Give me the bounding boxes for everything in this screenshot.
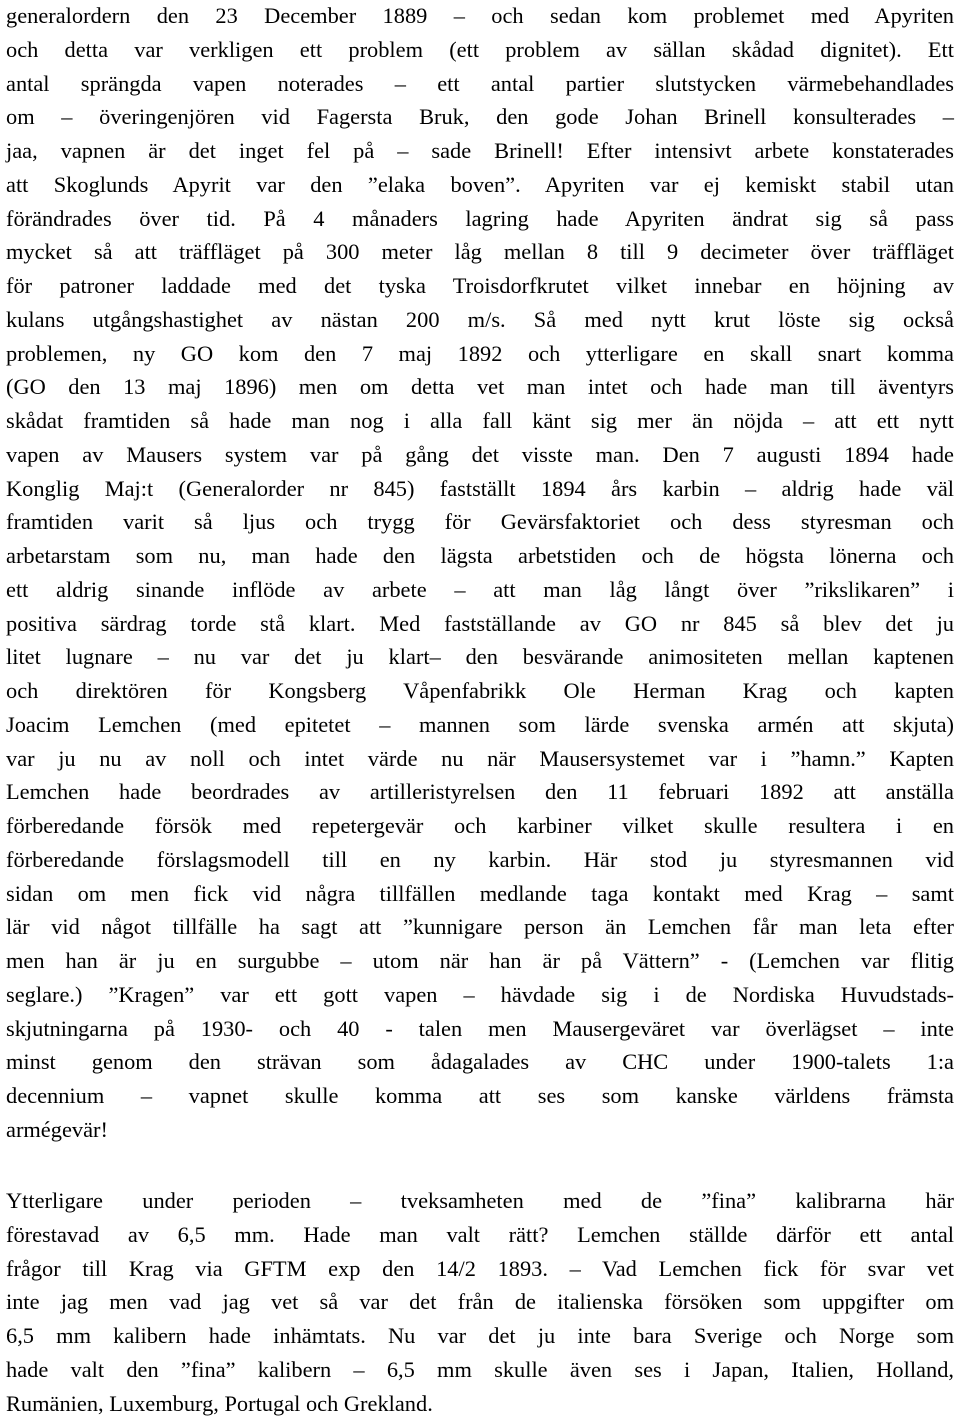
text-line: frågor till Krag via GFTM exp den 14/2 1893. – Vad Lemchen fick för svar vet [6, 1255, 954, 1281]
text-line: skjutningarna på 1930- och 40 - talen men Mausergeväret var överlägset – inte [6, 1015, 954, 1041]
text-line: Joacim Lemchen (med epitetet – mannen som lärde svenska armén att skjuta) [6, 711, 954, 737]
text-line: inte jag men vad jag vet så var det från de italienska försöken som uppgifter om [6, 1289, 954, 1315]
text-line: antal sprängda vapen noterades – ett antal partier slutstycken värmebehandlades [6, 70, 954, 96]
text-line: litet lugnare – nu var det ju klart– den besvärande animositeten mellan kaptenen [6, 644, 954, 670]
paragraph-main [6, 0, 960, 1147]
text-line: vapen av Mausers system var på gång det visste man. Den 7 augusti 1894 hade [6, 441, 954, 467]
text-line: Ytterligare under perioden – tveksamheten med de ”fina” kalibrarna här [6, 1188, 954, 1213]
text-line: minst genom den strävan som ådagalades av CHC under 1900-talets 1:a [6, 1049, 954, 1075]
text-line: arbetarstam som nu, man hade den lägsta arbetstiden och de högsta lönerna och [6, 543, 954, 568]
text-line: var ju nu av noll och intet värde nu när Mausersystemet var i ”hamn.” Kapten [6, 745, 954, 771]
text-line: lär vid något tillfälle ha sagt att ”kunnigare person än Lemchen får man leta efter [6, 914, 954, 940]
text-line: Rumänien, Luxemburg, Portugal och Grekland. [6, 1390, 433, 1416]
text-line: generalordern den 23 December 1889 – och sedan kom problemet med Apyriten [6, 3, 954, 28]
text-line: förestavad av 6,5 mm. Hade man valt rätt? Lemchen ställde därför ett antal [6, 1221, 954, 1247]
text-line: förändrades över tid. På 4 månaders lagring hade Apyriten ändrat sig så pass [6, 205, 954, 231]
text-line: positiva särdrag torde stå klart. Med fastställande av GO nr 845 så blev det ju [6, 610, 954, 636]
paragraph-calibre [6, 1184, 960, 1420]
text-line: för patroner laddade med det tyska Troisdorfkrutet vilket innebar en höjning av [6, 273, 954, 298]
text-line: att Skoglunds Apyrit var den ”elaka boven”. Apyriten var ej kemiskt stabil utan [6, 171, 954, 197]
text-line: om – överingenjören vid Fagersta Bruk, den gode Johan Brinell konsulterades – [6, 104, 954, 130]
text-line: sidan om men fick vid några tillfällen medlande taga kontakt med Krag – samt [6, 880, 954, 906]
text-line: decennium – vapnet skulle komma att ses som kanske världens främsta [6, 1083, 954, 1108]
text-line: skådat framtiden så hade man nog i alla fall känt sig mer än nöjda – att ett nytt [6, 408, 954, 433]
text-line: seglare.) ”Kragen” var ett gott vapen – hävdade sig i de Nordiska Huvudstads- [6, 981, 954, 1007]
text-line: (GO den 13 maj 1896) men om detta vet man intet och hade man till äventyrs [6, 374, 954, 400]
text-line: och direktören för Kongsberg Våpenfabrikk Ole Herman Krag och kapten [6, 678, 954, 703]
text-line: 6,5 mm kalibern hade inhämtats. Nu var det ju inte bara Sverige och Norge som [6, 1323, 954, 1348]
text-line: kulans utgångshastighet av nästan 200 m/s. Så med nytt krut löste sig också [6, 306, 954, 332]
text-line: problemen, ny GO kom den 7 maj 1892 och ytterligare en skall snart komma [6, 340, 954, 366]
text-line: armégevär! [6, 1116, 108, 1142]
text-line: Lemchen hade beordrades av artilleristyrelsen den 11 februari 1892 att anställa [6, 779, 954, 805]
text-line: Konglig Maj:t (Generalorder nr 845) fastställt 1894 års karbin – aldrig hade väl [6, 475, 954, 501]
text-line: förberedande förslagsmodell till en ny karbin. Här stod ju styresmannen vid [6, 846, 954, 872]
text-line: ett aldrig sinande inflöde av arbete – att man låg långt över ”rikslikaren” i [6, 576, 954, 602]
text-line: och detta var verkligen ett problem (ett problem av sällan skådad dignitet). Ett [6, 36, 954, 62]
text-line: förberedande försök med repetergevär och karbiner vilket skulle resultera i en [6, 813, 954, 838]
text-line: mycket så att träffläget på 300 meter låg mellan 8 till 9 decimeter över träffläget [6, 239, 954, 265]
text-line: jaa, vapnen är det inget fel på – sade Brinell! Efter intensivt arbete konstaterades [6, 138, 954, 163]
text-line: framtiden varit så ljus och trygg för Gevärsfaktoriet och dess styresman och [6, 509, 954, 535]
text-line: hade valt den ”fina” kalibern – 6,5 mm skulle även ses i Japan, Italien, Holland, [6, 1356, 954, 1382]
text-line: men han är ju en surgubbe – utom när han är på Vättern” - (Lemchen var flitig [6, 948, 954, 973]
